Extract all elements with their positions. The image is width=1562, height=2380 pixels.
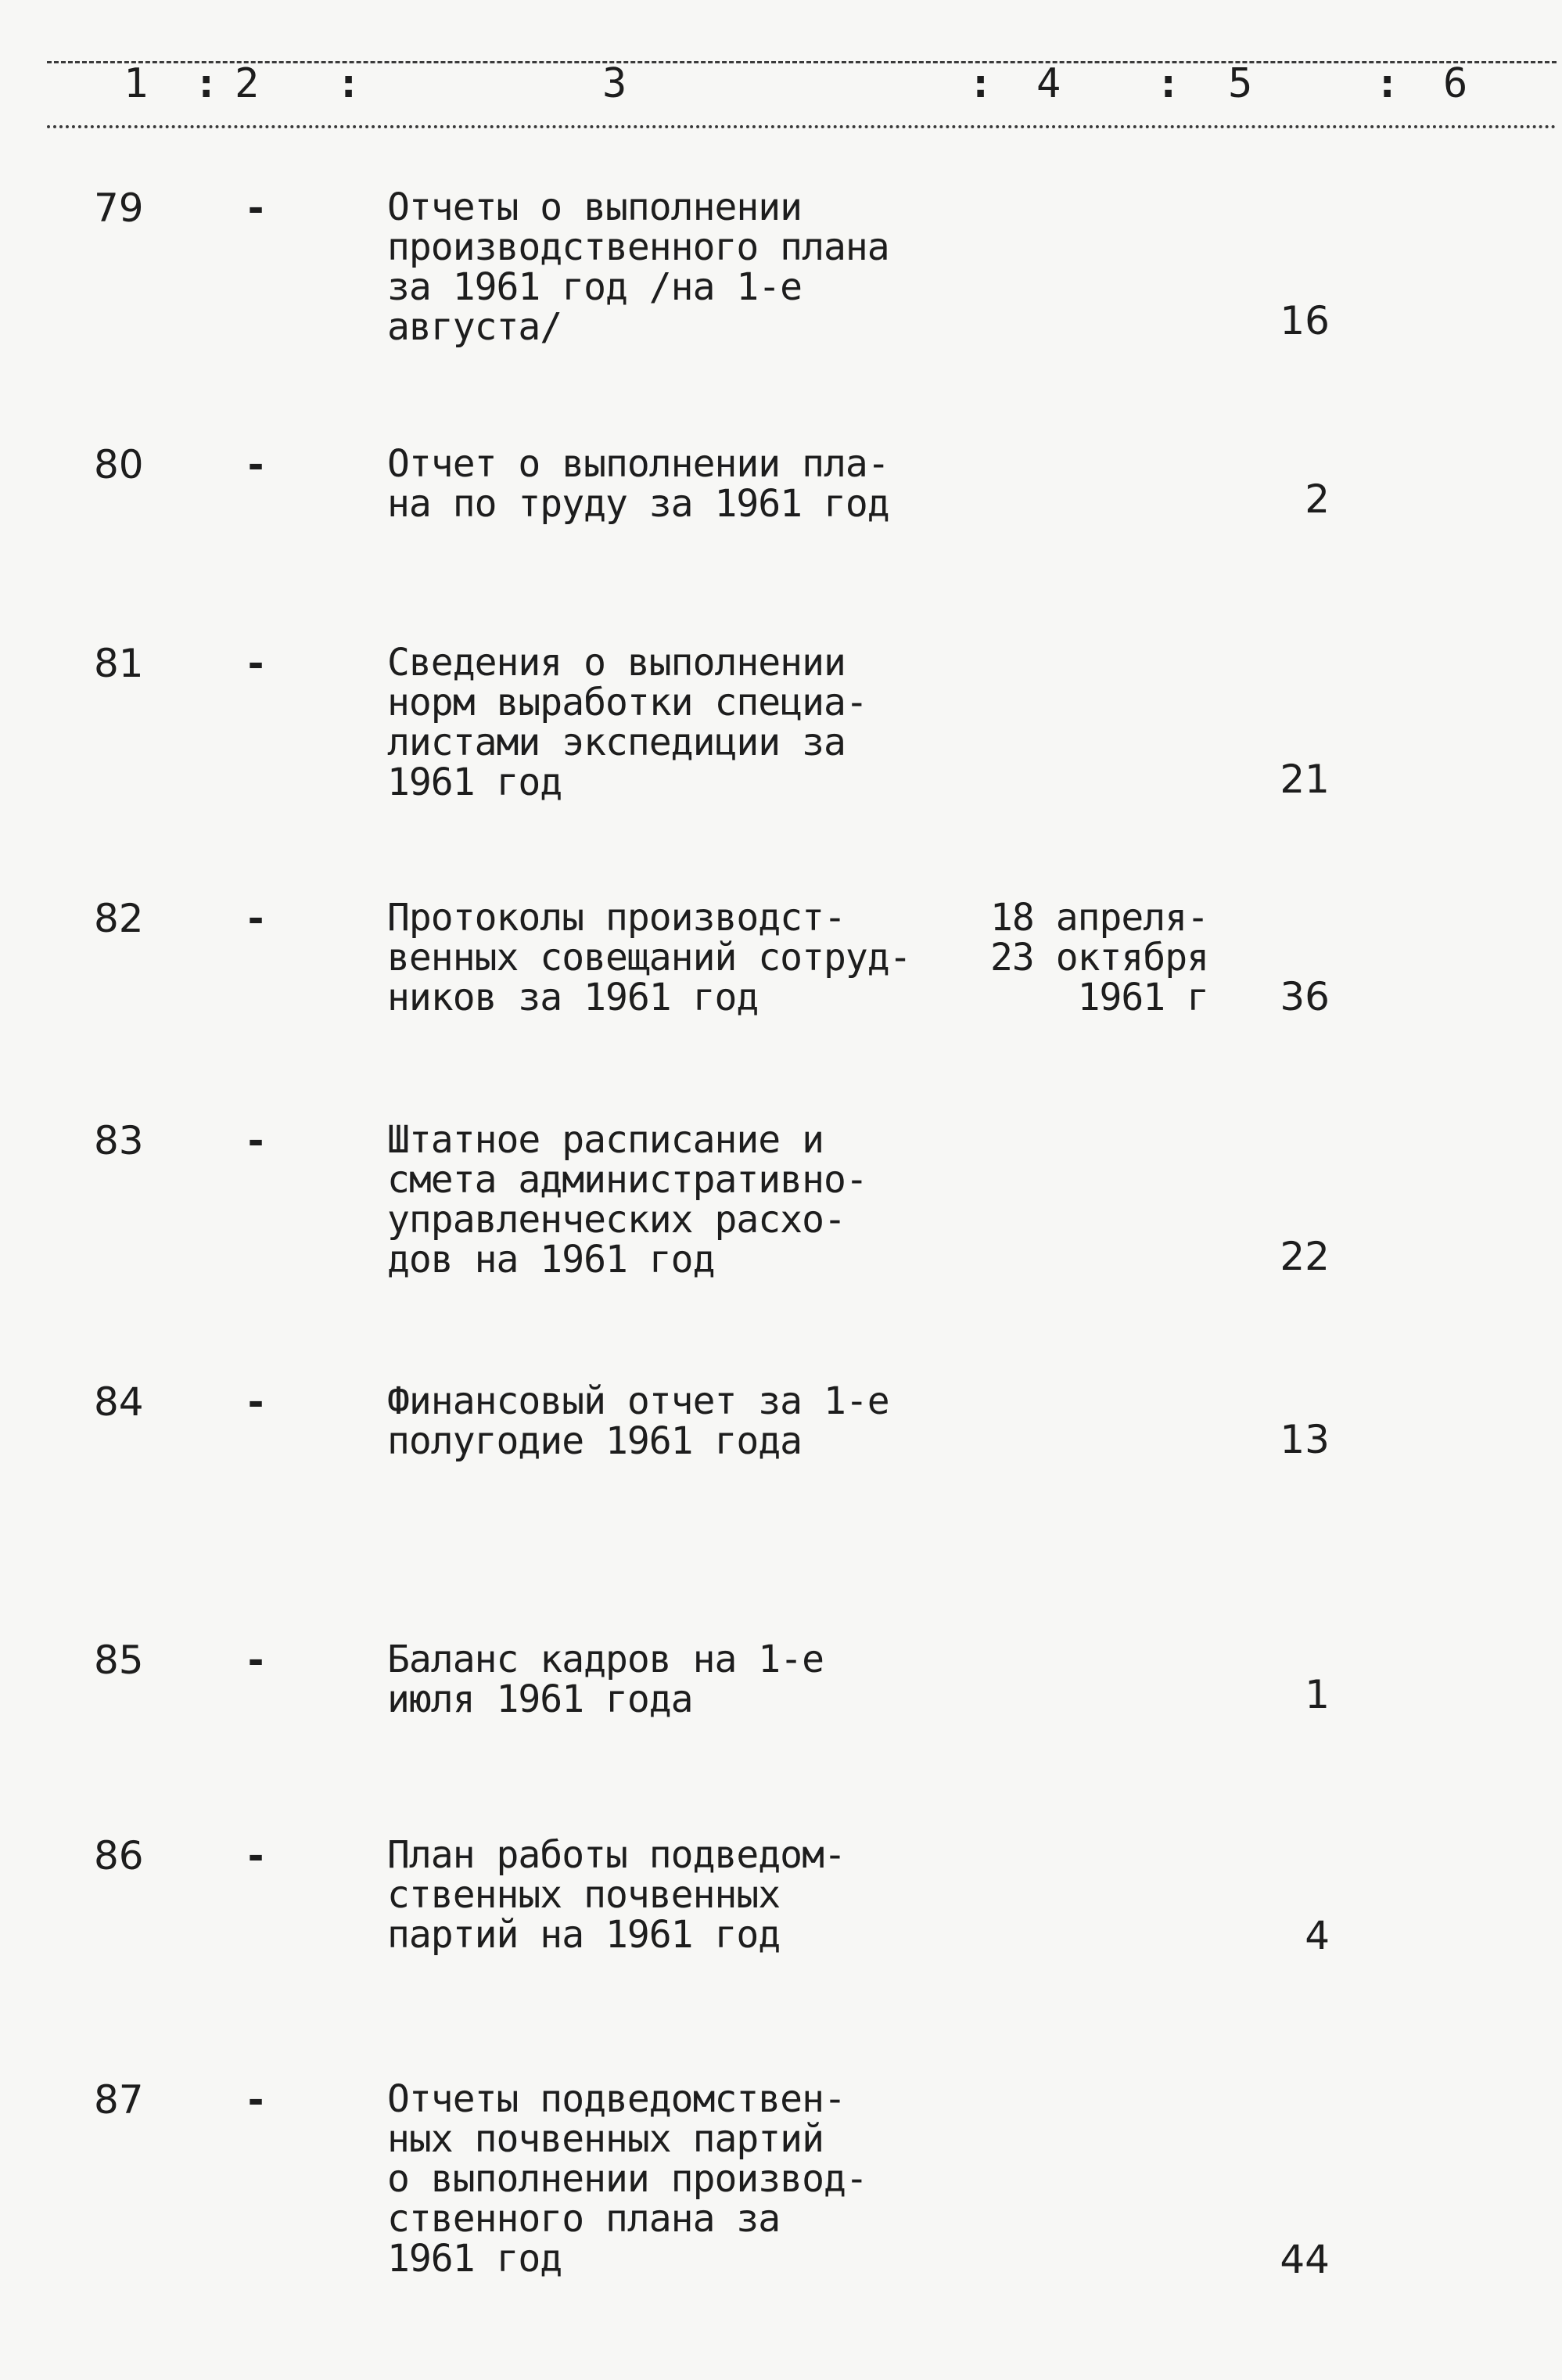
header-separator: : bbox=[336, 60, 361, 107]
item-index-dash: - bbox=[244, 1379, 268, 1425]
header-col-5: 5 bbox=[1228, 60, 1253, 107]
item-index-dash: - bbox=[244, 185, 268, 231]
item-page-count: 21 bbox=[1280, 757, 1330, 802]
item-title: Штатное расписание и смета административно- управленческих расхо- дов на 1961 год bbox=[387, 1118, 867, 1282]
item-index-dash: - bbox=[244, 641, 268, 686]
item-title: Отчеты подведомствен- ных почвенных партий о выполнении производ- ственного плана за 1961 год bbox=[387, 2077, 867, 2281]
header-bottom-rule bbox=[47, 125, 1557, 128]
header-separator: : bbox=[1375, 60, 1400, 107]
header-col-3: 3 bbox=[602, 60, 627, 107]
item-number: 85 bbox=[94, 1638, 144, 1683]
item-page-count: 13 bbox=[1280, 1417, 1330, 1462]
item-index-dash: - bbox=[244, 1833, 268, 1878]
item-number: 79 bbox=[94, 185, 144, 231]
header-top-rule bbox=[47, 61, 1557, 63]
item-title: Сведения о выполнении норм выработки специа- листами экспедиции за 1961 год bbox=[387, 641, 867, 804]
item-title: Отчет о выполнении пла- на по труду за 1961 год bbox=[387, 442, 889, 526]
item-page-count: 1 bbox=[1305, 1672, 1330, 1717]
item-index-dash: - bbox=[244, 442, 268, 487]
item-number: 80 bbox=[94, 442, 144, 487]
header-separator: : bbox=[968, 60, 993, 107]
item-index-dash: - bbox=[244, 2077, 268, 2123]
item-page-count: 4 bbox=[1305, 1913, 1330, 1958]
header-separator: : bbox=[194, 60, 219, 107]
item-page-count: 44 bbox=[1280, 2237, 1330, 2282]
item-title: Протоколы производст- венных совещаний сотруд- ников за 1961 год bbox=[387, 896, 911, 1019]
header-col-6: 6 bbox=[1443, 60, 1468, 107]
item-index-dash: - bbox=[244, 1118, 268, 1163]
item-page-count: 16 bbox=[1280, 298, 1330, 343]
item-index-dash: - bbox=[244, 1638, 268, 1683]
item-page-count: 2 bbox=[1305, 476, 1330, 522]
item-title: Финансовый отчет за 1-е полугодие 1961 года bbox=[387, 1379, 889, 1463]
item-number: 86 bbox=[94, 1833, 144, 1878]
item-number: 84 bbox=[94, 1379, 144, 1425]
item-title: Отчеты о выполнении производственного плана за 1961 год /на 1-е августа/ bbox=[387, 185, 889, 349]
item-index-dash: - bbox=[244, 896, 268, 941]
item-number: 82 bbox=[94, 896, 144, 941]
item-number: 87 bbox=[94, 2077, 144, 2123]
header-col-2: 2 bbox=[235, 60, 260, 107]
item-title: Баланс кадров на 1-е июля 1961 года bbox=[387, 1638, 824, 1721]
item-number: 83 bbox=[94, 1118, 144, 1163]
item-page-count: 22 bbox=[1280, 1234, 1330, 1279]
header-col-4: 4 bbox=[1036, 60, 1061, 107]
header-col-1: 1 bbox=[124, 60, 149, 107]
item-number: 81 bbox=[94, 641, 144, 686]
header-separator: : bbox=[1156, 60, 1181, 107]
item-dates: 18 апреля- 23 октября 1961 г bbox=[990, 896, 1208, 1019]
item-page-count: 36 bbox=[1280, 974, 1330, 1019]
item-title: План работы подведом- ственных почвенных партий на 1961 год bbox=[387, 1833, 846, 1957]
